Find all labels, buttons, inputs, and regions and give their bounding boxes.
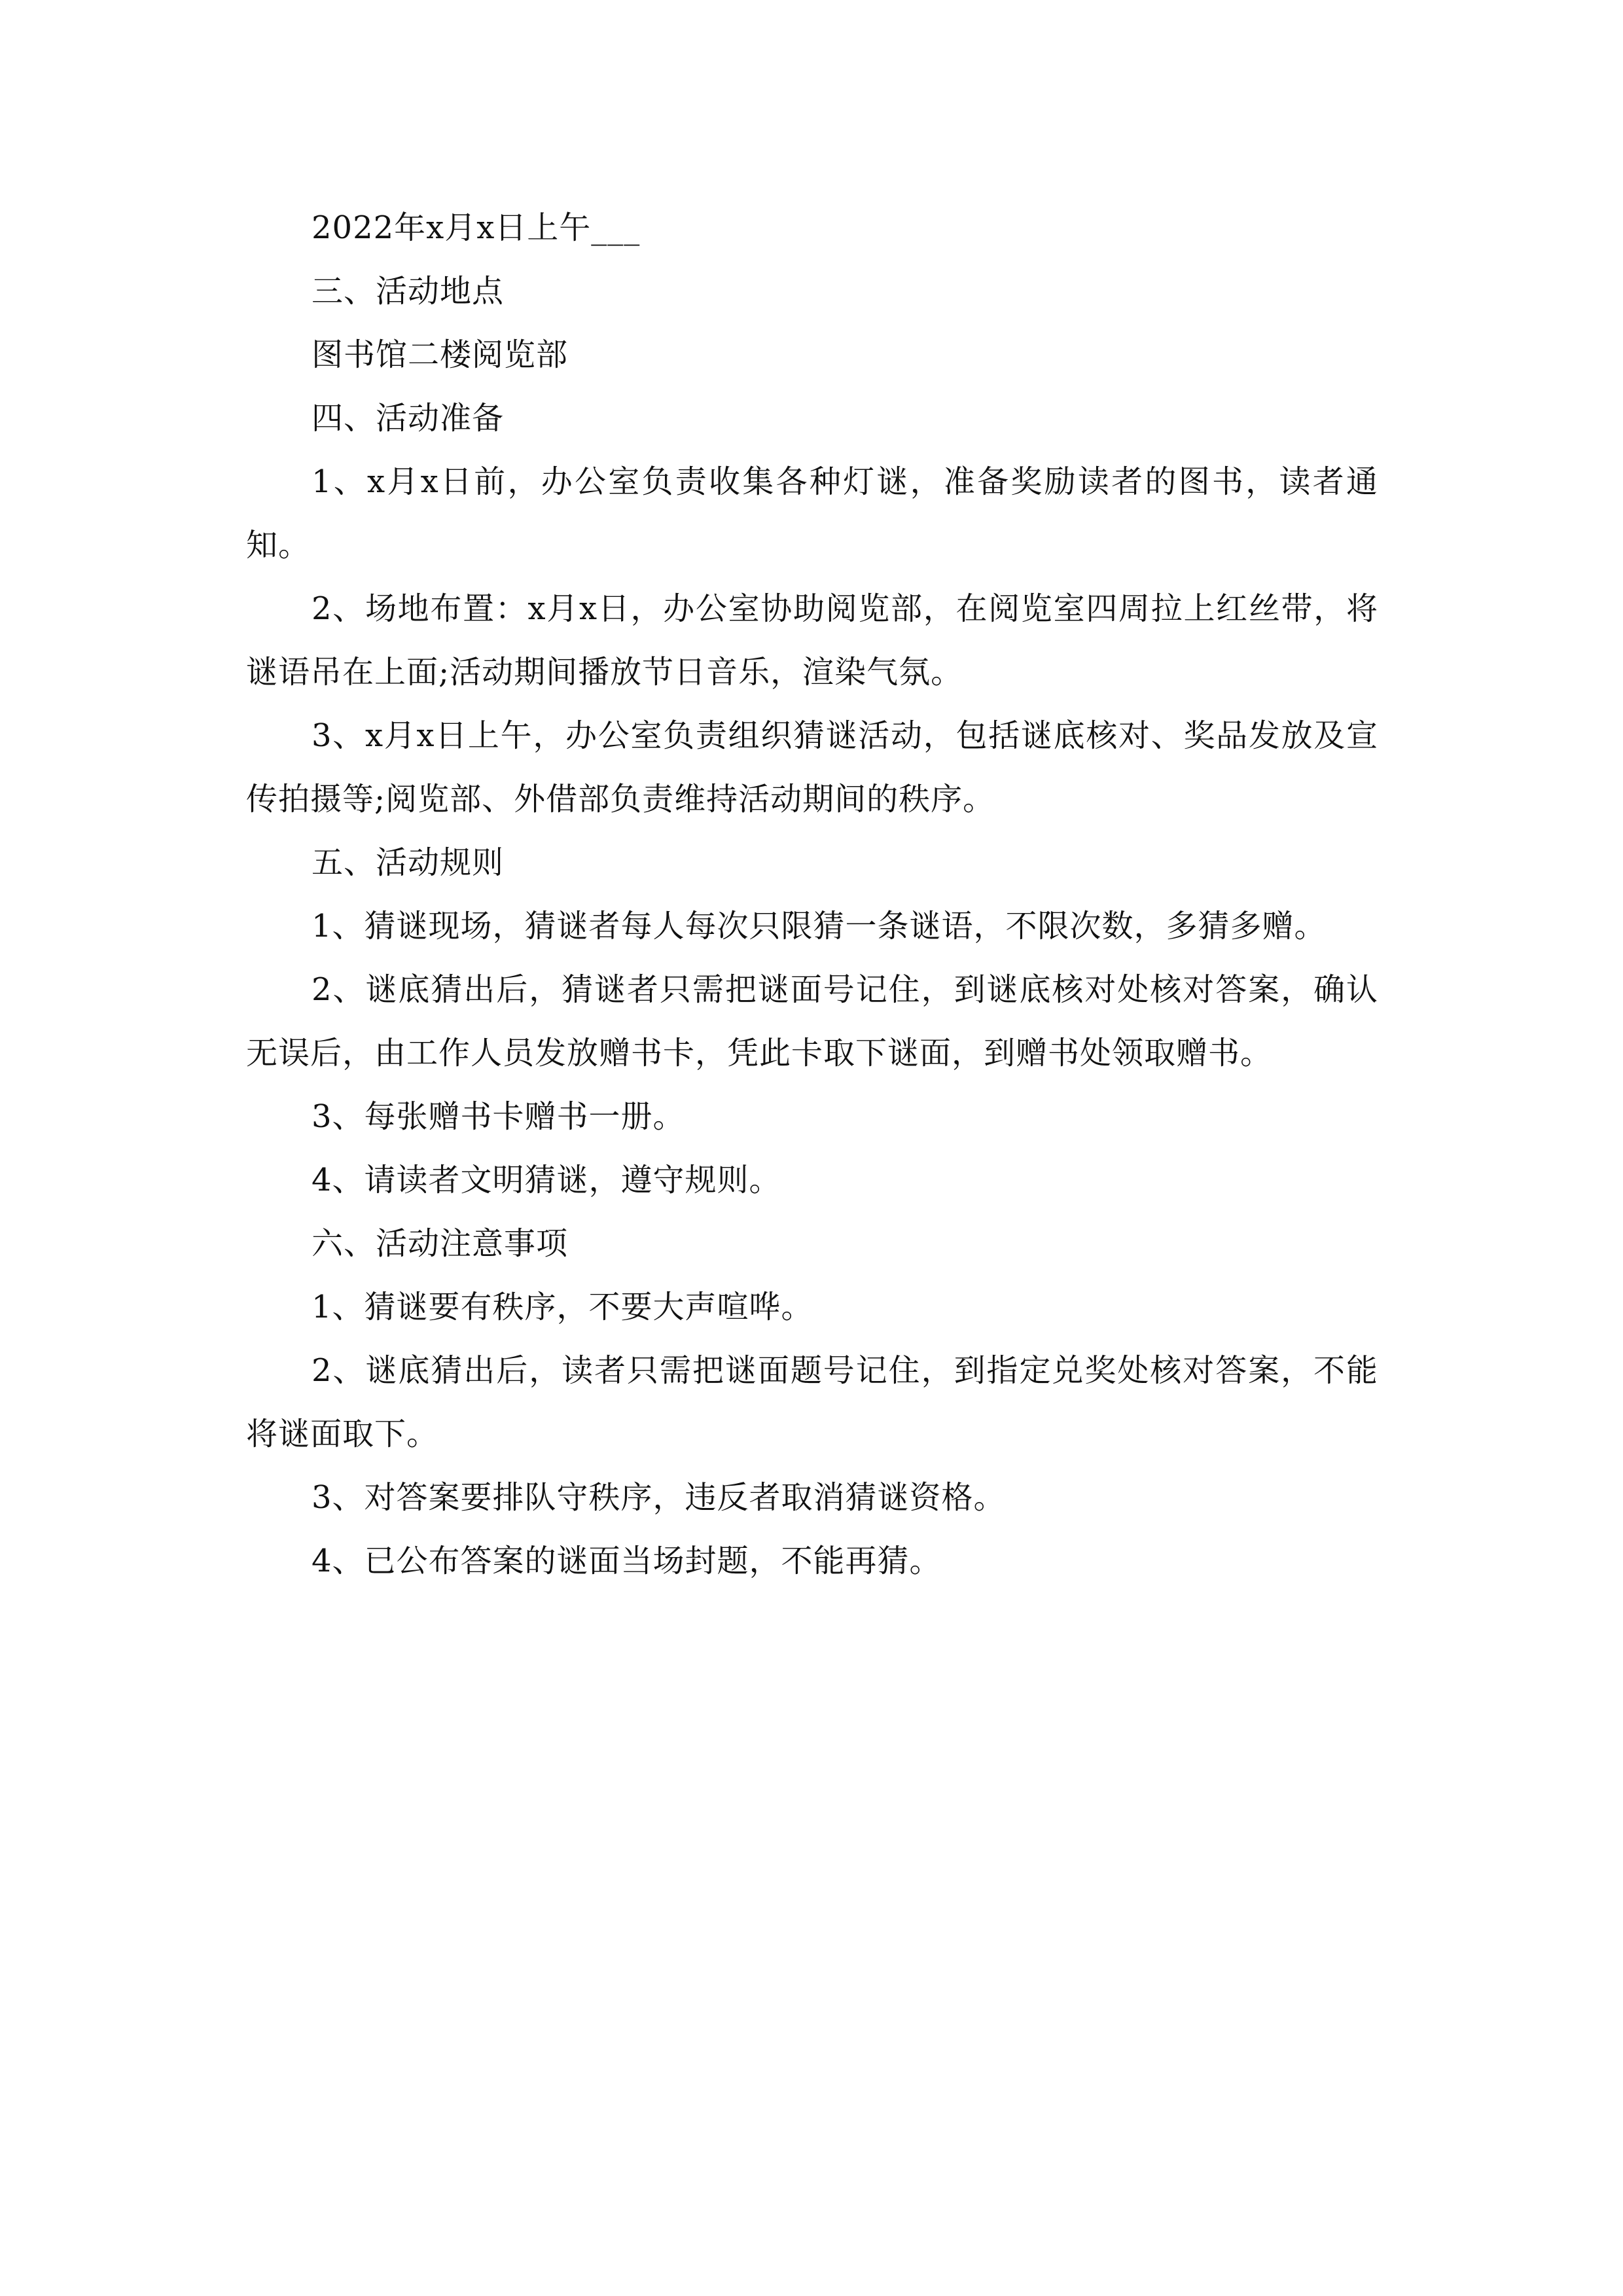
notes-item-2: 2、谜底猜出后，读者只需把谜面题号记住，到指定兑奖处核对答案，不能将谜面取下。 [246, 1352, 1378, 1452]
preparation-item-3: 3、x月x日上午，办公室负责组织猜谜活动，包括谜底核对、奖品发放及宣传拍摄等;阅览部、外借部负责维持活动期间的秩序。 [246, 717, 1378, 817]
location-text: 图书馆二楼阅览部 [312, 336, 569, 373]
notes-item-1: 1、猜谜要有秩序，不要大声喧哗。 [312, 1289, 813, 1325]
notes-item-3: 3、对答案要排队守秩序，违反者取消猜谜资格。 [312, 1479, 1006, 1516]
section-heading-preparation: 四、活动准备 [312, 400, 505, 437]
section-heading-location: 三、活动地点 [312, 273, 505, 310]
preparation-item-1: 1、x月x日前，办公室负责收集各种灯谜，准备奖励读者的图书，读者通知。 [246, 463, 1378, 564]
document-page [246, 196, 1378, 1593]
section-heading-notes: 六、活动注意事项 [312, 1225, 569, 1262]
preparation-item-2: 2、场地布置：x月x日，办公室协助阅览部，在阅览室四周拉上红丝带，将谜语吊在上面;活动期间播放节日音乐，渲染气氛。 [246, 590, 1378, 691]
section-heading-rules: 五、活动规则 [312, 844, 505, 881]
rules-item-2: 2、谜底猜出后，猜谜者只需把谜面号记住，到谜底核对处核对答案，确认无误后，由工作人员发放赠书卡，凭此卡取下谜面，到赠书处领取赠书。 [246, 971, 1378, 1071]
rules-item-3: 3、每张赠书卡赠书一册。 [312, 1098, 685, 1135]
rules-item-1: 1、猜谜现场，猜谜者每人每次只限猜一条谜语，不限次数，多猜多赠。 [312, 908, 1327, 944]
activity-time-text: 2022年x月x日上午___ [312, 209, 641, 246]
notes-item-4: 4、已公布答案的谜面当场封题，不能再猜。 [312, 1543, 942, 1579]
rules-item-4: 4、请读者文明猜谜，遵守规则。 [312, 1162, 781, 1198]
